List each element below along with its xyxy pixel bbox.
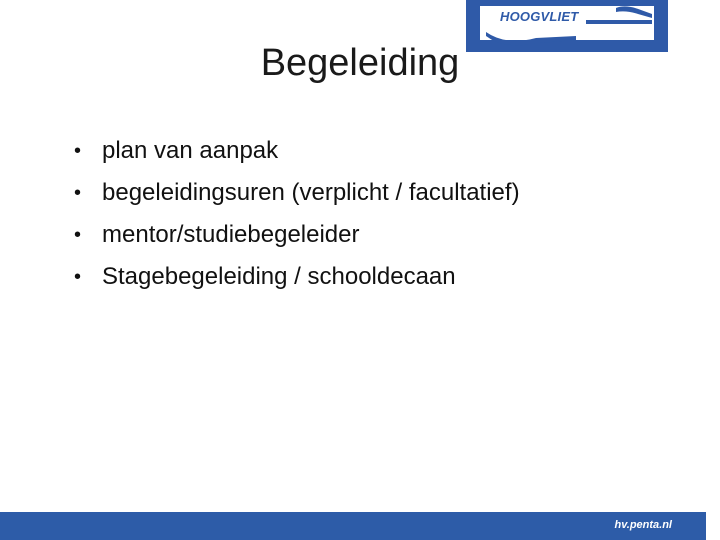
list-item	[74, 214, 520, 256]
list-item-text: plan van aanpak	[102, 137, 279, 164]
footer-bar	[0, 512, 720, 540]
footer-url: hv.penta.nl	[614, 519, 672, 531]
bullet-icon: •	[74, 266, 82, 288]
list-item-text: mentor/studiebegeleider	[102, 221, 360, 248]
logo-text: HOOGVLIET	[500, 9, 579, 24]
list-item	[74, 256, 520, 298]
list-item	[74, 130, 520, 172]
bullet-list	[74, 130, 520, 298]
list-item-text: Stagebegeleiding / schooldecaan	[102, 263, 456, 290]
slide-title: Begeleiding	[260, 42, 460, 84]
bullet-icon: •	[74, 140, 82, 162]
list-item	[74, 172, 520, 214]
bullet-icon: •	[74, 224, 82, 246]
footer-end-block	[706, 512, 720, 540]
bullet-icon: •	[74, 182, 82, 204]
list-item-text: begeleidingsuren (verplicht / facultatief)	[102, 179, 520, 206]
